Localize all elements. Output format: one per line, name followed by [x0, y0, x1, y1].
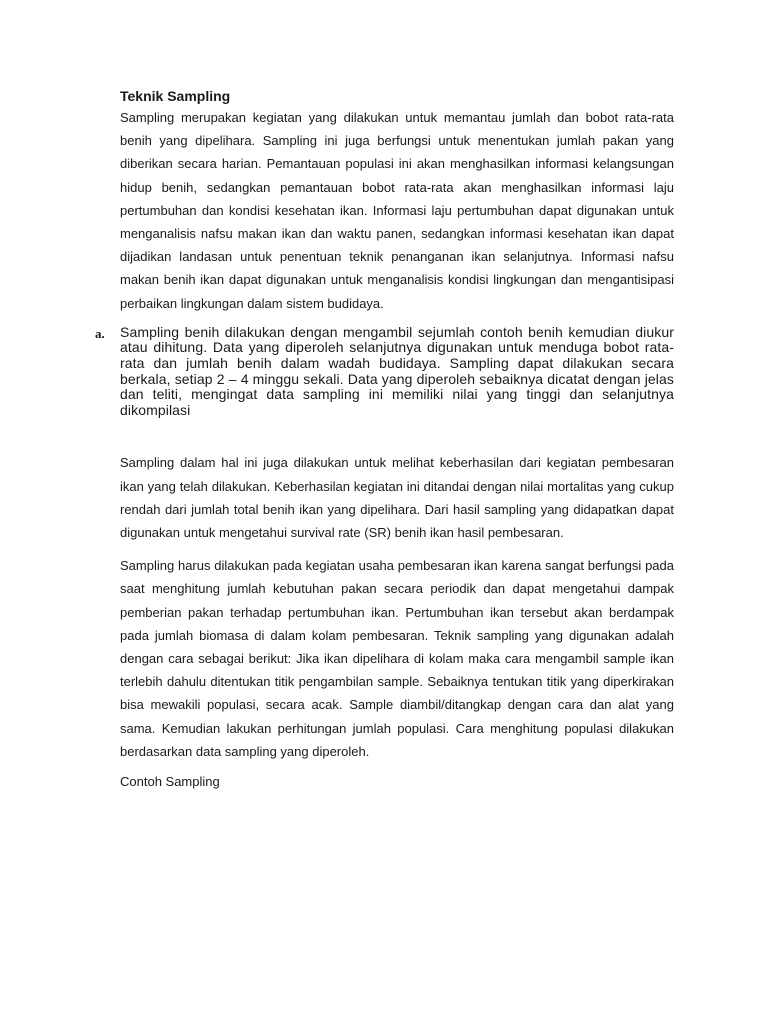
- document-body: [95, 86, 674, 793]
- body-paragraph-3: Sampling harus dilakukan pada kegiatan usaha pembesaran ikan karena sangat berfungsi pada saat menghitung jumlah kebutuhan pakan secara periodik dan dapat mengetahui dampak pemberian pakan terhadap pertumbuhan ikan. Pertumbuhan ikan tersebut akan berdampak pada jumlah biomasa di dalam kolam pembesaran. Teknik sampling yang digunakan adalah dengan cara sebagai berikut: Jika ikan dipelihara di kolam maka cara mengambil sample ikan terlebih dahulu ditentukan titik pengambilan sample. Sebaiknya tentukan titik yang diperkirakan bisa mewakili populasi, secara acak. Sample diambil/ditangkap dengan cara dan alat yang sama. Kemudian lakukan perhitungan jumlah populasi. Cara menghitung populasi dilakukan berdasarkan data sampling yang diperoleh.: [120, 558, 674, 759]
- list-marker: a.: [95, 325, 105, 341]
- list-item-a: [95, 323, 674, 419]
- intro-paragraph: Sampling merupakan kegiatan yang dilakukan untuk memantau jumlah dan bobot rata-rata benih yang dipelihara. Sampling ini juga berfungsi untuk menentukan jumlah pakan yang diberikan secara harian. Pemantauan populasi ini akan menghasilkan informasi kelangsungan hidup benih, sedangkan pemantauan bobot rata-rata akan menghasilkan informasi laju pertumbuhan dan kondisi kesehatan ikan. Informasi laju pertumbuhan dapat digunakan untuk menganalisis nafsu makan ikan dan waktu panen, sedangkan informasi kesehatan ikan dapat dijadikan landasan untuk penentuan teknik penanganan ikan selanjutnya. Informasi nafsu makan benih ikan dapat digunakan untuk menganalisis kondisi lingkungan dan mengantisipasi perbaikan lingkungan dalam sistem budidaya.: [120, 110, 674, 311]
- list-item-text: Sampling benih dilakukan dengan mengambil sejumlah contoh benih kemudian diukur atau dihitung. Data yang diperoleh selanjutnya digunakan untuk menduga bobot rata-rata dan jumlah benih dalam wadah budidaya. Sampling dapat dilakukan secara berkala, setiap 2 – 4 minggu sekali. Data yang diperoleh sebaiknya dicatat dengan jelas dan teliti, mengingat data sampling ini memiliki nilai yang tinggi dan selanjutnya dikompilasi: [120, 323, 674, 418]
- caption-text: Contoh Sampling: [120, 774, 220, 790]
- section-heading: Teknik Sampling: [120, 88, 231, 104]
- body-paragraph-2: Sampling dalam hal ini juga dilakukan untuk melihat keberhasilan dari kegiatan pembesaran ikan yang telah dilakukan. Keberhasilan kegiatan ini ditandai dengan nilai mortalitas yang cukup rendah dari jumlah total benih ikan yang dipelihara. Dari hasil sampling yang didapatkan dapat digunakan untuk mengetahui survival rate (SR) benih ikan hasil pembesaran.: [120, 455, 674, 540]
